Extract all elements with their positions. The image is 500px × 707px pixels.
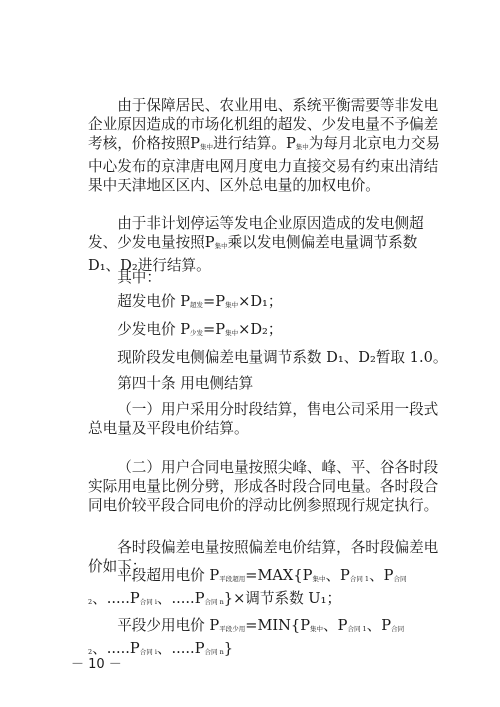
subscript: 合同 1: [349, 575, 370, 583]
text: 为每月北京电力交易中心发布的京津唐电网月度电力直接交易有约束出清结果中天津地区区内、区外总电量的加权电价。: [88, 135, 441, 194]
text: ×D₂；: [238, 321, 283, 338]
subscript: 平段少用: [219, 625, 246, 633]
text: 、.....P: [92, 640, 140, 657]
text: ×D₁；: [238, 293, 283, 310]
subscript: 合同 n: [204, 648, 224, 656]
subscript: 合同 i: [139, 598, 157, 606]
subscript: 合同 2: [88, 625, 405, 656]
text: 平段超用电价 P: [117, 567, 220, 584]
paragraph-deviation-price: 各时段偏差电量按照偏差电价结算，各时段偏差电价如下：: [88, 539, 439, 575]
text: 、P: [325, 567, 350, 584]
text: 由于保障居民、农业用电、系统平衡需要等非发电企业原因造成的市场化机组的超发、少发电量不予偏差考核，价格按照P: [88, 97, 439, 152]
text: 、P: [369, 567, 394, 584]
text: =P: [203, 293, 226, 310]
subscript: 合同 1: [347, 625, 367, 633]
text: 进行结算。: [212, 135, 286, 152]
formula-over-generation-price: [88, 292, 450, 315]
formula-flat-under-use-price: [88, 616, 450, 662]
text: }: [223, 640, 234, 657]
subscript: 合同 n: [204, 598, 224, 606]
paragraph-item-2: （二）用户合同电量按照尖峰、峰、平、谷各时段实际用电量比例分劈，形成各时段合同电量。各时段合同电价较平段合同电价的浮动比例参照现行规定执行。: [88, 459, 439, 514]
text: 、P: [366, 617, 392, 634]
text: 、.....P: [156, 640, 205, 657]
paragraph-nonfault-deviation: [88, 96, 450, 195]
text: P: [285, 135, 296, 152]
formula-flat-over-use-price: [88, 566, 450, 612]
text: =P: [203, 321, 226, 338]
subscript: 集中: [225, 301, 239, 309]
subscript: 集中: [295, 143, 309, 151]
paragraph-where: 其中：: [117, 269, 161, 286]
text: 、.....P: [156, 590, 205, 607]
text: 少发电价 P: [117, 321, 191, 338]
text: =MIN{P: [245, 617, 311, 634]
subscript: 平段超用: [219, 575, 246, 583]
text: 超发电价 P: [117, 293, 191, 310]
subscript: 集中: [312, 575, 326, 583]
subscript: 超发: [190, 301, 204, 309]
text: 、.....P: [92, 590, 140, 607]
subscript: 合同 i: [139, 648, 157, 656]
subscript: 集中: [310, 625, 324, 633]
subscript: 集中: [225, 329, 239, 337]
formula-under-generation-price: [88, 320, 450, 343]
paragraph-coefficient: 现阶段发电侧偏差电量调节系数 D₁、D₂暂取 1.0。: [117, 349, 448, 366]
text: 由于非计划停运等发电企业原因造成的发电侧超发、少发电量按照P: [88, 215, 424, 251]
subscript: 集中: [199, 143, 213, 151]
text: }×调节系数 U₁；: [223, 590, 342, 607]
article-heading: 第四十条 用电侧结算: [117, 375, 254, 392]
text: 乘以发电侧偏差电量调节系数 D₁、D₂进行结算。: [88, 234, 418, 274]
subscript: 少发: [190, 329, 204, 337]
text: 、P: [323, 617, 348, 634]
paragraph-fault-deviation: [88, 214, 450, 275]
text: =MAX{P: [245, 567, 313, 584]
text: 平段少用电价 P: [117, 617, 220, 634]
subscript: 集中: [214, 242, 228, 250]
paragraph-item-1: （一）用户采用分时段结算，售电公司采用一段式总电量及平段电价结算。: [88, 401, 439, 437]
subscript: 合同 2: [88, 575, 407, 606]
page-number: － 10 －: [71, 657, 122, 672]
